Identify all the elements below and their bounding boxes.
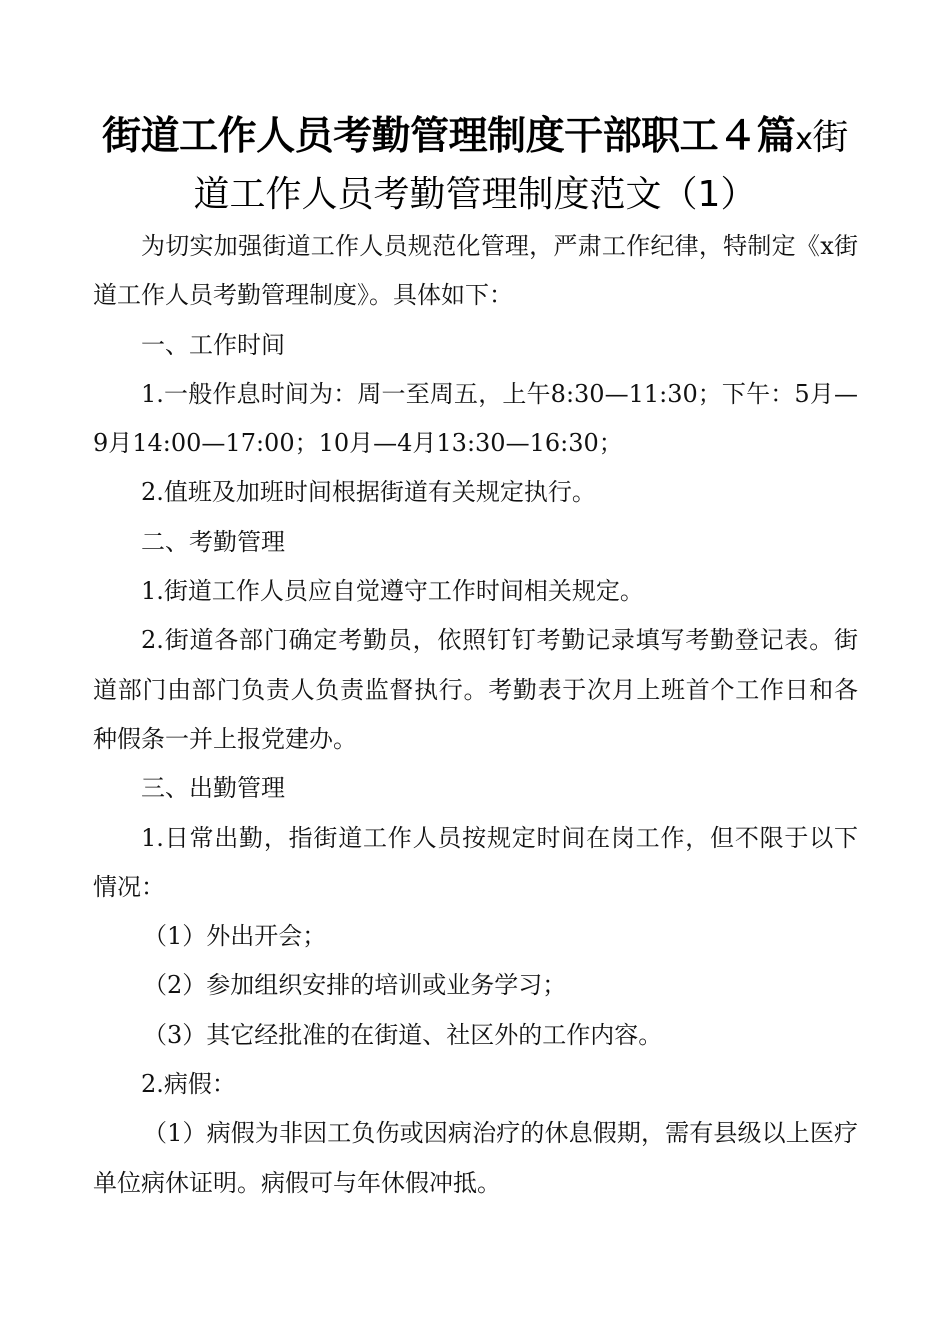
section-heading-attendance-management: 二、考勤管理 <box>141 527 285 556</box>
presence-item-1: 1.日常出勤，指街道工作人员按规定时间在岗工作，但不限于以下情况： <box>93 823 858 901</box>
section-heading-presence-management: 三、出勤管理 <box>141 774 285 803</box>
presence-subitem-3: （3）其它经批准的在街道、社区外的工作内容。 <box>143 1020 663 1049</box>
title-line-2: 道工作人员考勤管理制度范文（1） <box>193 174 757 215</box>
intro-paragraph: 为切实加强街道工作人员规范化管理，严肃工作纪律，特制定《x街道工作人员考勤管理制度》。具体如下： <box>93 232 858 310</box>
section-heading-work-time: 一、工作时间 <box>141 330 285 359</box>
title-tail-text: 街 <box>812 117 848 158</box>
work-time-item-2: 2.值班及加班时间根据街道有关规定执行。 <box>141 478 596 507</box>
work-time-item-1: 1.一般作息时间为：周一至周五，上午8:30—11:30；下午：5月—9月14:00—17:00；10月—4月13:30—16:30； <box>93 379 858 458</box>
presence-subitem-1: （1）外出开会； <box>143 922 327 951</box>
sick-leave-subitem-1: （1）病假为非因工负伤或因病治疗的休息假期，需有县级以上医疗单位病休证明。病假可与年休假冲抵。 <box>93 1119 858 1197</box>
title-x-text: x <box>795 122 813 157</box>
presence-subitem-2: （2）参加组织安排的培训或业务学习； <box>143 971 567 1000</box>
attendance-item-1: 1.街道工作人员应自觉遵守工作时间相关规定。 <box>141 577 644 606</box>
title-main-text: 街道工作人员考勤管理制度干部职工４篇 <box>102 114 796 159</box>
title-line-1 <box>60 108 890 169</box>
document-title <box>60 108 890 221</box>
sick-leave-heading: 2.病假： <box>141 1070 236 1099</box>
document-body <box>93 222 858 1208</box>
attendance-item-2: 2.街道各部门确定考勤员，依照钉钉考勤记录填写考勤登记表。街道部门由部门负责人负责监督执行。考勤表于次月上班首个工作日和各种假条一并上报党建办。 <box>93 626 858 753</box>
